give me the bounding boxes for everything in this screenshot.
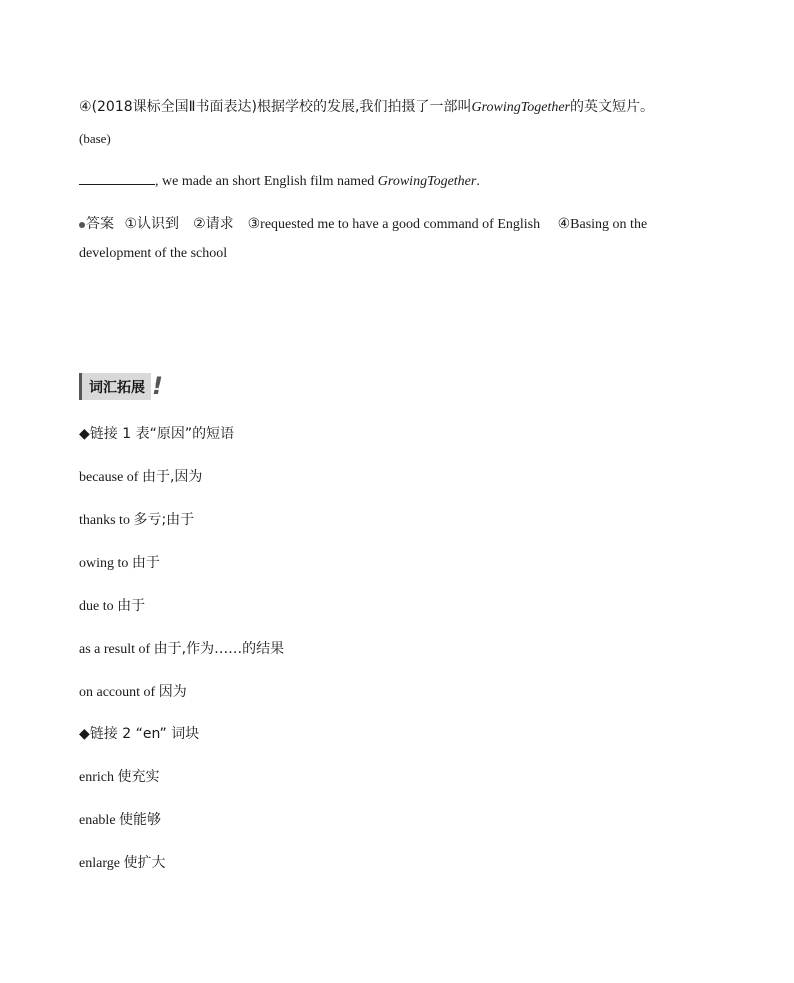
term-zh: 使充实: [117, 769, 160, 785]
fill-sentence: [79, 172, 480, 191]
list-item: [79, 511, 194, 530]
answer-line: [79, 215, 647, 234]
term-zh: 由于: [131, 555, 160, 571]
answer-4: ④Basing on the: [557, 217, 648, 232]
list-item: [79, 554, 160, 573]
term-en: because of: [79, 470, 142, 485]
term-zh: 由于,因为: [141, 469, 203, 485]
term-en: enable: [79, 813, 120, 828]
link1-heading: ◆链接 1 表“原因”的短语: [79, 426, 235, 442]
answer-1: ①认识到: [124, 216, 180, 232]
term-zh: 由于,作为……的结果: [153, 641, 285, 657]
term-en: due to: [79, 599, 118, 614]
list-item: [79, 811, 161, 830]
term-zh: 由于: [117, 598, 146, 614]
term-en: owing to: [79, 556, 132, 571]
sentence-text: , we made an short English film named: [155, 174, 378, 189]
question-source: (2018课标全国Ⅱ书面表达): [91, 99, 258, 115]
term-en: enlarge: [79, 856, 124, 871]
list-item: [79, 683, 187, 702]
question-text-after: 的英文短片。: [570, 99, 655, 115]
exclamation-icon: !: [152, 372, 163, 400]
section-header: [79, 373, 163, 400]
term-en: on account of: [79, 685, 159, 700]
term-zh: 使能够: [119, 812, 162, 828]
list-item: [79, 597, 145, 616]
term-en: enrich: [79, 770, 118, 785]
question-number: ④: [79, 99, 92, 115]
answer-blank: [79, 172, 155, 185]
question-prompt: [79, 98, 654, 117]
question-hint: (base): [79, 131, 111, 146]
term-zh: 因为: [158, 684, 187, 700]
answer-2: ②请求: [193, 216, 234, 232]
term-en: thanks to: [79, 513, 134, 528]
term-en: as a result of: [79, 642, 154, 657]
question-text-before: 根据学校的发展,我们拍摄了一部叫: [257, 99, 472, 115]
term-zh: 多亏;由于: [133, 512, 195, 528]
list-item: [79, 468, 202, 487]
answer-bullet-icon: [79, 222, 85, 228]
sentence-end: .: [476, 174, 480, 189]
film-title: GrowingTogether: [471, 100, 571, 115]
answer-4-continued: development of the school: [79, 246, 228, 261]
sentence-film-title: GrowingTogether: [377, 174, 477, 189]
list-item: [79, 768, 159, 787]
list-item: [79, 854, 165, 873]
answer-label: 答案: [86, 216, 114, 232]
link2-heading: ◆链接 2 “en” 词块: [79, 726, 200, 742]
list-item: [79, 640, 284, 659]
answer-3: ③requested me to have a good command of English: [247, 217, 541, 232]
term-zh: 使扩大: [123, 855, 166, 871]
section-title: 词汇拓展: [79, 373, 151, 400]
